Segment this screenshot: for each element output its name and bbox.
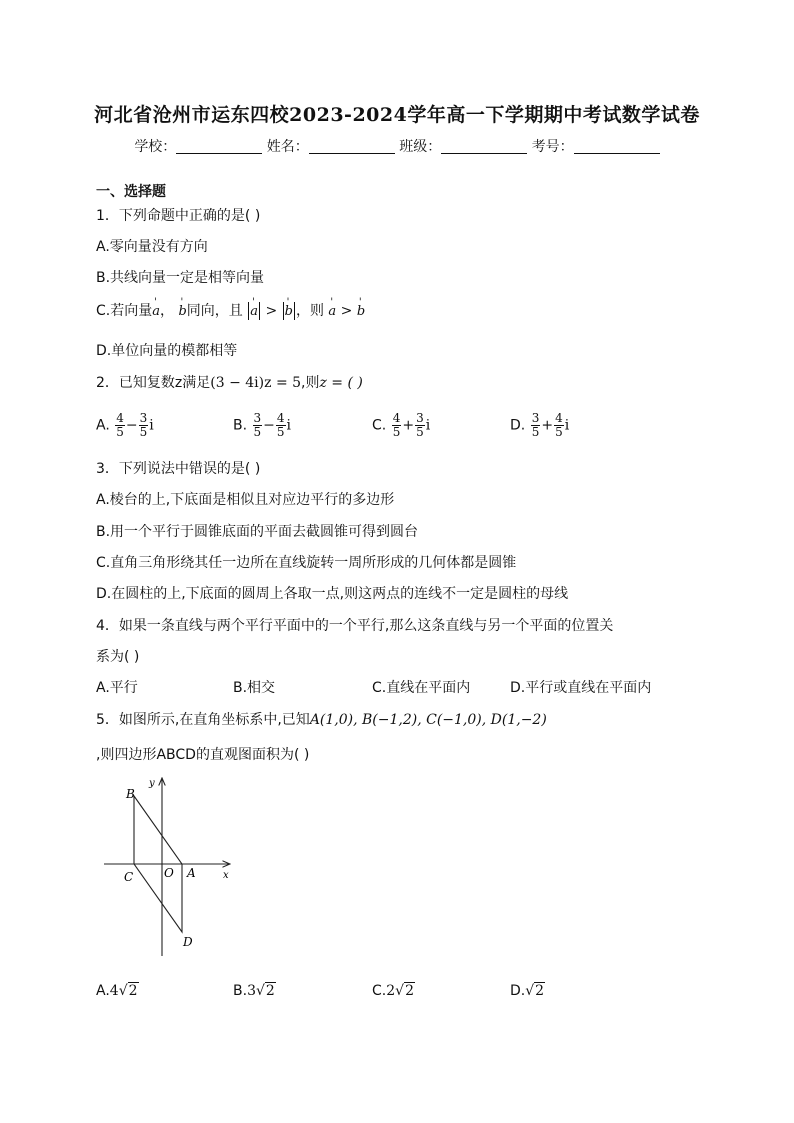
radicand: 2 bbox=[405, 983, 414, 999]
q5-points: A(1,0), B(−1,2), C(−1,0), D(1,−2) bbox=[309, 712, 547, 728]
label-x: x bbox=[223, 870, 229, 881]
q1-option-d: D.单位向量的模都相等 bbox=[96, 343, 238, 359]
option-label: C. bbox=[372, 983, 387, 999]
numerator: 4 bbox=[392, 411, 401, 425]
q5-option-d bbox=[510, 982, 545, 1000]
q3-option-a: A.棱台的上,下底面是相似且对应边平行的多边形 bbox=[96, 492, 395, 508]
denominator: 5 bbox=[416, 425, 424, 439]
vector-a: ' a bbox=[152, 303, 160, 321]
option-label: D. bbox=[510, 983, 526, 999]
option-label: A. bbox=[96, 983, 110, 999]
q2-option-b bbox=[233, 412, 291, 439]
section-heading: 一、选择题 bbox=[96, 184, 166, 200]
numerator: 4 bbox=[276, 411, 285, 425]
radicand: 2 bbox=[535, 983, 545, 999]
q4-option-a: A.平行 bbox=[96, 680, 138, 696]
denominator: 5 bbox=[139, 425, 148, 439]
school-label: 学校： bbox=[134, 139, 177, 155]
exam-title: 河北省沧州市运东四校2023-2024学年高一下学期期中考试数学试卷 bbox=[94, 104, 700, 126]
q2-option-a bbox=[96, 412, 154, 439]
imag-unit: i bbox=[564, 417, 570, 434]
option-label: B. bbox=[233, 417, 248, 434]
name-blank[interactable] bbox=[309, 139, 395, 154]
vector-b-abs: ' b bbox=[285, 303, 293, 321]
vector-b: ' b bbox=[178, 303, 186, 321]
q4-option-d: D.平行或直线在平面内 bbox=[510, 680, 652, 696]
q2-equation: (3 − 4i)z = 5 bbox=[210, 375, 302, 391]
q3-option-b: B.用一个平行于圆锥底面的平面去截圆锥可得到圆台 bbox=[96, 524, 419, 540]
sqrt-expr: √2 bbox=[525, 983, 545, 999]
q2-option-c bbox=[372, 412, 430, 439]
id-label: 考号： bbox=[531, 139, 574, 155]
vector-a-result: ' a bbox=[328, 303, 336, 321]
q3-option-c: C.直角三角形绕其任一边所在直线旋转一周所形成的几何体都是圆锥 bbox=[96, 555, 517, 571]
abs-bar bbox=[248, 302, 249, 320]
q1-option-b: B.共线向量一定是相等向量 bbox=[96, 270, 265, 286]
class-blank[interactable] bbox=[441, 139, 527, 154]
q5-stem-line1 bbox=[96, 711, 547, 729]
school-blank[interactable] bbox=[176, 139, 262, 154]
denominator: 5 bbox=[116, 425, 124, 439]
radicand: 2 bbox=[128, 983, 138, 999]
coefficient: 4 bbox=[109, 983, 119, 999]
q5-stem-pre: 5．如图所示,在直角坐标系中,已知 bbox=[96, 712, 310, 728]
operator: − bbox=[263, 417, 275, 434]
denominator: 5 bbox=[531, 425, 540, 439]
fraction bbox=[276, 412, 286, 439]
fraction bbox=[415, 412, 425, 439]
q3-option-d: D.在圆柱的上,下底面的圆周上各取一点,则这两点的连线不一定是圆柱的母线 bbox=[96, 586, 569, 602]
coefficient: 3 bbox=[247, 983, 256, 999]
abs-bar bbox=[294, 302, 295, 320]
numerator: 3 bbox=[139, 411, 148, 425]
name-label: 姓名： bbox=[266, 139, 309, 155]
student-info-line bbox=[0, 136, 794, 156]
fraction bbox=[392, 412, 402, 439]
imag-unit: i bbox=[425, 417, 431, 434]
abs-bar bbox=[283, 302, 284, 320]
q1-option-a: A.零向量没有方向 bbox=[96, 239, 208, 255]
q4-option-b: B.相交 bbox=[233, 680, 276, 696]
option-label: D. bbox=[510, 417, 526, 434]
q2-stem-post: ,则 bbox=[301, 375, 320, 391]
operator: + bbox=[541, 417, 554, 434]
fraction bbox=[139, 412, 149, 439]
vector-b-result: ' b bbox=[357, 303, 365, 321]
fraction bbox=[531, 412, 541, 439]
operator: − bbox=[125, 417, 138, 434]
denominator: 5 bbox=[392, 425, 401, 439]
q2-stem-pre: 2．已知复数z满足 bbox=[96, 375, 211, 391]
option-label: B. bbox=[233, 983, 248, 999]
radicand: 2 bbox=[265, 983, 275, 999]
q1-option-c bbox=[96, 302, 365, 321]
q2-option-d bbox=[510, 412, 569, 439]
sqrt-expr: 2√2 bbox=[386, 983, 414, 999]
sqrt-expr: 4√2 bbox=[109, 983, 138, 999]
gt-sign: > bbox=[340, 303, 353, 319]
id-blank[interactable] bbox=[574, 139, 660, 154]
fraction bbox=[253, 412, 263, 439]
class-label: 班级： bbox=[399, 139, 442, 155]
numerator: 3 bbox=[253, 411, 262, 425]
label-a: A bbox=[187, 866, 196, 880]
operator: + bbox=[402, 417, 415, 434]
option-label: A. bbox=[96, 417, 110, 434]
q1-c-mid3: ，则 bbox=[295, 303, 324, 319]
gt-sign: > bbox=[265, 303, 278, 319]
q5-option-b bbox=[233, 982, 276, 1000]
numerator: 3 bbox=[531, 411, 540, 425]
q3-stem: 3．下列说法中错误的是( ) bbox=[96, 461, 261, 477]
label-o: O bbox=[164, 866, 174, 880]
sqrt-expr: 3√2 bbox=[247, 983, 275, 999]
q1-c-mid2: 同向，且 bbox=[186, 303, 243, 319]
fraction bbox=[115, 412, 125, 439]
q2-z: z = ( ) bbox=[319, 375, 363, 391]
denominator: 5 bbox=[253, 425, 262, 439]
abs-bar bbox=[259, 302, 260, 320]
q2-stem bbox=[96, 374, 363, 392]
numerator: 4 bbox=[555, 411, 563, 425]
label-y: y bbox=[149, 778, 155, 789]
label-d: D bbox=[183, 935, 193, 949]
q4-option-c: C.直线在平面内 bbox=[372, 680, 471, 696]
option-label: C. bbox=[372, 417, 387, 434]
coefficient: 2 bbox=[386, 983, 396, 999]
denominator: 5 bbox=[555, 425, 563, 439]
q5-option-a bbox=[96, 982, 139, 1000]
imag-unit: i bbox=[286, 417, 292, 434]
q5-stem-line2: ,则四边形ABCD的直观图面积为( ) bbox=[96, 747, 310, 763]
imag-unit: i bbox=[149, 417, 154, 434]
q1-c-mid1: ， bbox=[160, 303, 174, 319]
q5-option-c bbox=[372, 982, 415, 1000]
q4-stem-line2: 系为( ) bbox=[96, 649, 140, 665]
q1-stem: 1．下列命题中正确的是( ) bbox=[96, 208, 261, 224]
coordinate-figure bbox=[96, 774, 246, 960]
label-b: B bbox=[126, 787, 135, 801]
fraction bbox=[554, 412, 564, 439]
q1-c-pre: C.若向量 bbox=[96, 303, 153, 319]
q4-stem-line1: 4．如果一条直线与两个平行平面中的一个平行,那么这条直线与另一个平面的位置关 bbox=[96, 618, 614, 634]
label-c: C bbox=[124, 870, 134, 884]
numerator: 3 bbox=[416, 411, 424, 425]
denominator: 5 bbox=[276, 425, 285, 439]
numerator: 4 bbox=[116, 411, 124, 425]
vector-a-abs: ' a bbox=[250, 303, 258, 321]
